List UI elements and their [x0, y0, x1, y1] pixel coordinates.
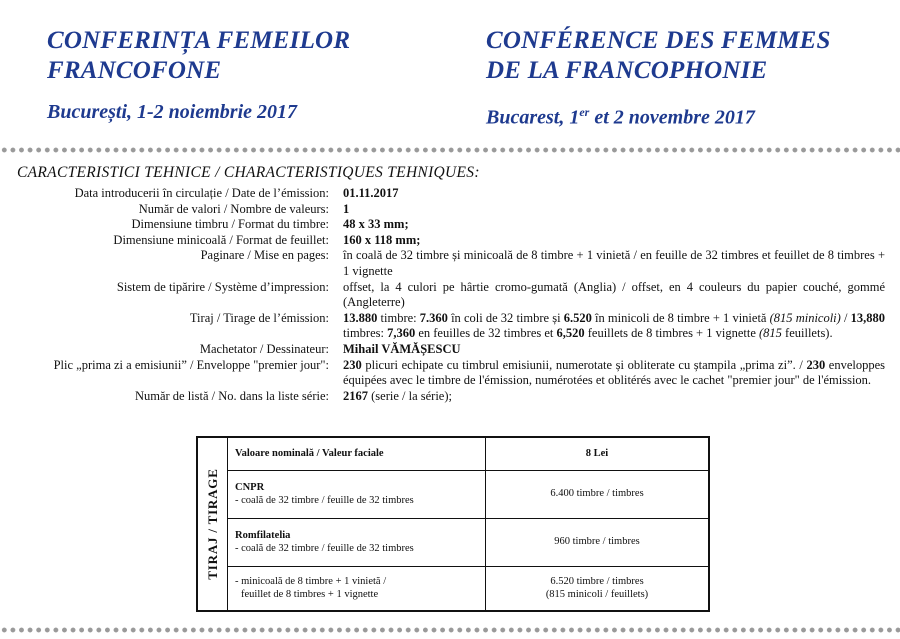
row-title: Romfilatelia	[235, 530, 291, 541]
title-french	[486, 26, 831, 130]
spec-printing	[0, 280, 900, 311]
row-desc-continued: feuillet de 8 timbres + 1 vignette	[241, 588, 379, 600]
spec-label: Număr de listă / No. dans la liste série:	[134, 388, 329, 403]
row-desc: - coală de 32 timbre / feuille de 32 timbres	[235, 494, 414, 506]
spec-value: offset, la 4 culori pe hârtie cromo-gumată (Anglia) / offset, en 4 couleurs du papier couché, gommé (Angleterre)	[343, 279, 885, 310]
spec-label: Dimensiune minicoală / Format de feuillet:	[113, 232, 329, 247]
spec-value: în coală de 32 timbre și minicoală de 8 timbre + 1 vinietă / en feuille de 32 timbres et feuillet de 8 timbres + 1 vignette	[343, 248, 885, 278]
title-romanian	[47, 26, 350, 124]
tirage-table	[196, 436, 710, 612]
spec-print-run	[0, 311, 900, 342]
spec-sheet-size	[0, 233, 900, 249]
table-row	[228, 519, 708, 567]
spec-value: 2167 (serie / la série);	[343, 388, 452, 403]
subtitle-fr: Bucarest, 1er et 2 novembre 2017	[486, 105, 755, 129]
tirage-side-label: TIRAJ / TIRAGE	[204, 468, 220, 580]
spec-label: Plic „prima zi a emisiunii” / Enveloppe "premier jour":	[53, 357, 329, 372]
specs-list	[0, 186, 900, 404]
spec-label: Sistem de tipărire / Système d’impression:	[116, 279, 329, 294]
row-value: 960 timbre / timbres	[554, 536, 640, 548]
spec-stamp-size	[0, 217, 900, 233]
spec-value: Mihail VĂMĂȘESCU	[343, 341, 461, 356]
row-value-note: (815 minicoli / feuillets)	[545, 588, 649, 600]
row-desc: - coală de 32 timbre / feuille de 32 timbres	[235, 542, 414, 554]
spec-fdc	[0, 358, 900, 389]
spec-label: Număr de valori / Nombre de valeurs:	[138, 201, 329, 216]
spec-value: 48 x 33 mm;	[343, 217, 409, 232]
spec-label: Data introducerii în circulație / Date de l’émission:	[74, 186, 329, 200]
spec-list-number	[0, 389, 900, 405]
spec-label: Dimensiune timbru / Format du timbre:	[131, 217, 329, 232]
subtitle-ro: București, 1-2 noiembrie 2017	[47, 101, 298, 123]
spec-label: Machetator / Dessinateur:	[199, 341, 329, 356]
spec-value: 160 x 118 mm;	[343, 232, 421, 247]
spec-issue-date	[0, 186, 900, 202]
tirage-side-label-cell	[198, 438, 228, 610]
row-value: 6.520 timbre / timbres	[550, 576, 644, 587]
dotted-divider-bottom	[0, 627, 900, 633]
table-header-row	[228, 438, 708, 471]
spec-value: 230 plicuri echipate cu timbrul emisiunii, numerotate și obliterate cu ștampila „prima zi”. / 230 enveloppes équipées avec le timbre de l'émission, numérotées et oblitérés avec le cachet "premier jour" de l'émission.	[343, 357, 886, 388]
table-row	[228, 471, 708, 519]
spec-designer	[0, 342, 900, 358]
header-value-8-lei: 8 Lei	[585, 447, 609, 459]
table-row	[228, 567, 708, 610]
title-ro-line1: CONFERINȚA FEMEILOR	[47, 27, 351, 54]
title-ro-line2: FRANCOFONE	[47, 57, 222, 84]
spec-label: Tiraj / Tirage de l’émission:	[189, 310, 329, 325]
title-fr-line1: CONFÉRENCE DES FEMMES	[486, 27, 831, 54]
header-face-value: Valoare nominală / Valeur faciale	[235, 447, 384, 459]
section-title: CARACTERISTICI TEHNICE / CHARACTERISTIQUES TEHNIQUES:	[17, 164, 480, 181]
row-desc: - minicoală de 8 timbre + 1 vinietă /	[235, 576, 387, 587]
row-title: CNPR	[235, 482, 265, 493]
title-fr-line2: DE LA FRANCOPHONIE	[486, 57, 768, 84]
dotted-divider-top	[0, 147, 900, 153]
spec-value: 1	[343, 201, 350, 216]
spec-value-count	[0, 202, 900, 218]
spec-value: 01.11.2017	[343, 186, 399, 200]
row-value: 6.400 timbre / timbres	[550, 488, 644, 500]
spec-label: Paginare / Mise en pages:	[200, 248, 329, 263]
spec-layout	[0, 248, 900, 279]
spec-value: 13.880 timbre: 7.360 în coli de 32 timbre și 6.520 în minicoli de 8 timbre + 1 vinietă (815 minicoli) / 13,880 timbres: 7,360 en feuilles de 32 timbres et 6,520 feuillets de 8 timbres + 1 vignette (815 feuillets).	[343, 310, 885, 341]
